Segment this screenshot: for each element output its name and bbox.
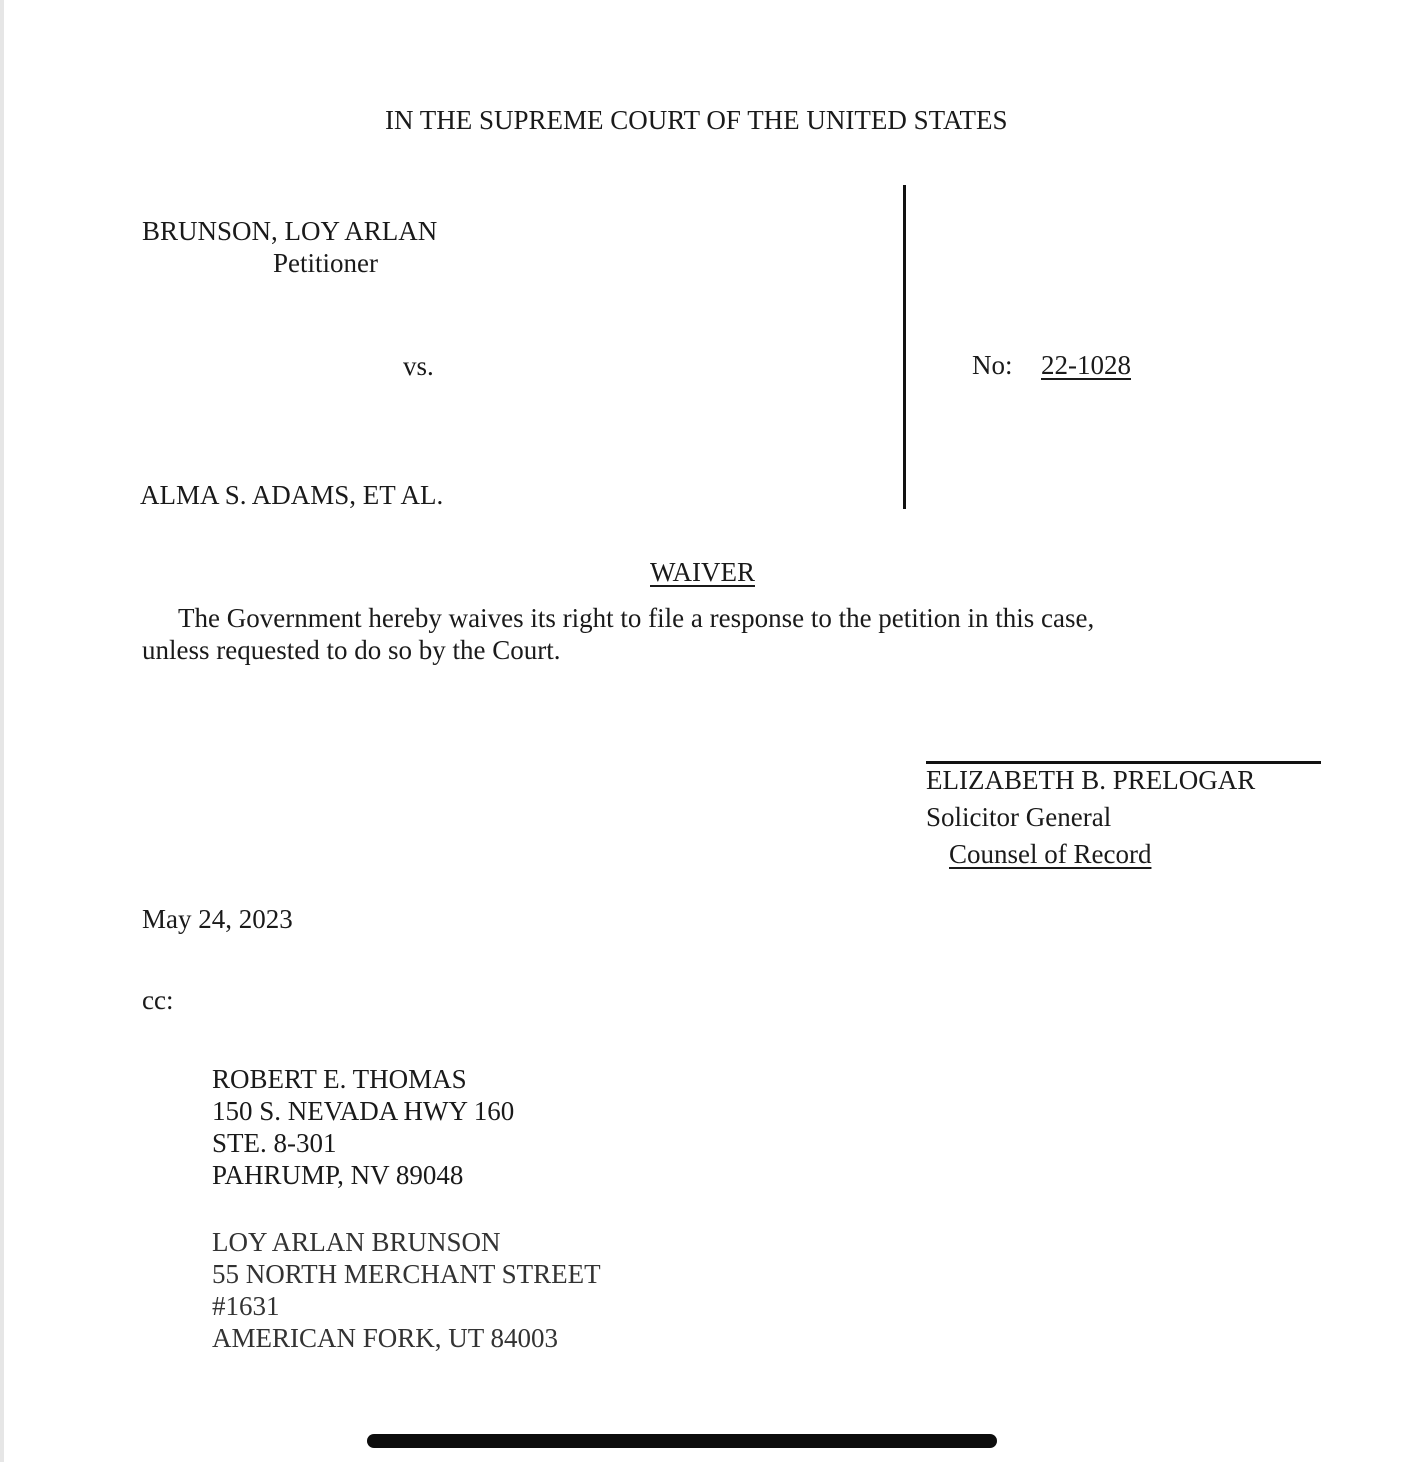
recipient-address-line: AMERICAN FORK, UT 84003 (212, 1323, 559, 1353)
waiver-paragraph (142, 602, 1132, 666)
recipient-address-line: 55 NORTH MERCHANT STREET (212, 1259, 601, 1289)
recipient-address-line: PAHRUMP, NV 89048 (212, 1160, 464, 1190)
caption-divider (903, 185, 906, 509)
petitioner-name: BRUNSON, LOY ARLAN (142, 216, 438, 246)
waiver-text-line-1: The Government hereby waives its right to file a response to the petition in this case, (178, 603, 1095, 633)
docket-number: 22-1028 (1041, 350, 1131, 380)
signer-name: ELIZABETH B. PRELOGAR (926, 765, 1256, 795)
versus-label: vs. (403, 351, 434, 381)
docket-label: No: (972, 350, 1013, 380)
page-edge (0, 0, 4, 1462)
cc-label: cc: (142, 985, 174, 1015)
court-title: IN THE SUPREME COURT OF THE UNITED STATES (385, 105, 1008, 135)
cc-recipient (212, 1226, 601, 1354)
waiver-heading: WAIVER (650, 557, 755, 587)
waiver-text-line-2: unless requested to do so by the Court. (142, 635, 561, 665)
cc-recipient (212, 1063, 514, 1191)
signer-role: Counsel of Record (949, 839, 1152, 869)
recipient-address-line: #1631 (212, 1291, 280, 1321)
recipient-address-line: 150 S. NEVADA HWY 160 (212, 1096, 515, 1126)
respondent-name: ALMA S. ADAMS, ET AL. (140, 480, 444, 510)
signer-title: Solicitor General (926, 802, 1112, 832)
recipient-name: ROBERT E. THOMAS (212, 1064, 467, 1094)
recipient-name: LOY ARLAN BRUNSON (212, 1227, 501, 1257)
home-indicator[interactable] (367, 1434, 997, 1448)
petitioner-role: Petitioner (273, 248, 378, 278)
recipient-address-line: STE. 8-301 (212, 1128, 337, 1158)
document-date: May 24, 2023 (142, 904, 293, 934)
